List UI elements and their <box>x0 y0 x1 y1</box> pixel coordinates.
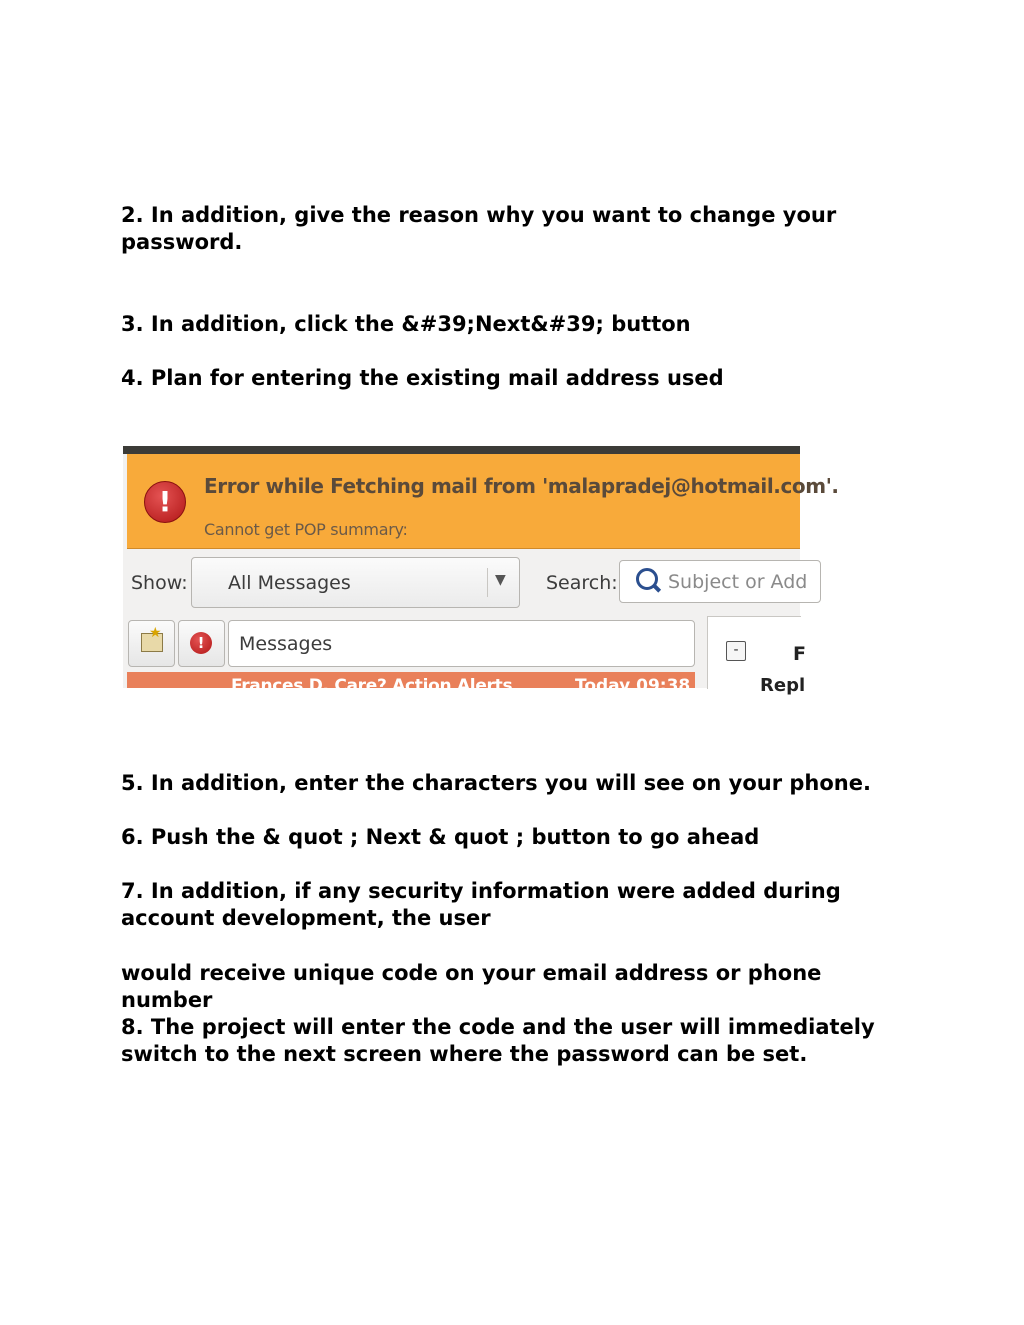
row-sender: Frances D. Care? Action Alerts <box>231 676 513 696</box>
preview-header-letter: F <box>793 643 806 665</box>
dropdown-separator <box>487 568 488 597</box>
error-icon: ! <box>144 481 186 523</box>
step-8-text: 8. The project will enter the code and the user will immediately switch to the next screen where the password can be set. <box>121 1015 875 1066</box>
search-icon <box>636 568 658 590</box>
error-toggle-button[interactable] <box>178 620 225 667</box>
search-placeholder: Subject or Add <box>668 571 808 593</box>
mark-star-icon <box>141 633 163 652</box>
chevron-down-icon: ▼ <box>495 572 506 588</box>
show-label: Show: <box>131 572 188 594</box>
error-icon: ! <box>190 632 212 654</box>
step-7-text: 7. In addition, if any security information were added during account development, the user <box>121 879 841 930</box>
folder-name-field[interactable] <box>228 620 695 667</box>
preview-reply-text: Repl <box>760 675 806 696</box>
folder-name: Messages <box>239 633 333 655</box>
message-preview-pane <box>707 616 806 696</box>
table-row[interactable] <box>127 672 695 696</box>
show-filter-value: All Messages <box>228 572 351 594</box>
collapse-icon[interactable]: - <box>726 641 746 661</box>
step-7-continued-text: would receive unique code on your email address or phone number <box>121 961 822 1012</box>
row-time: Today 09:38 <box>575 676 691 696</box>
step-3-text: 3. In addition, click the &#39;Next&#39; button <box>121 312 691 336</box>
error-banner <box>127 454 839 549</box>
search-label: Search: <box>546 572 618 594</box>
mark-message-button[interactable] <box>128 620 175 667</box>
search-input[interactable] <box>619 560 821 603</box>
step-2-text: 2. In addition, give the reason why you want to change your password. <box>121 203 837 254</box>
step-5-text: 5. In addition, enter the characters you will see on your phone. <box>121 771 871 795</box>
error-title: Error while Fetching mail from 'malapradej@hotmail.com'. <box>204 474 839 498</box>
step-4-text: 4. Plan for entering the existing mail address used <box>121 366 724 390</box>
step-6-text: 6. Push the & quot ; Next & quot ; button to go ahead <box>121 825 760 849</box>
mail-client-screenshot <box>123 446 839 696</box>
window-top-edge <box>123 446 800 454</box>
show-filter-dropdown[interactable] <box>191 557 520 608</box>
error-subtitle: Cannot get POP summary: <box>204 520 408 539</box>
